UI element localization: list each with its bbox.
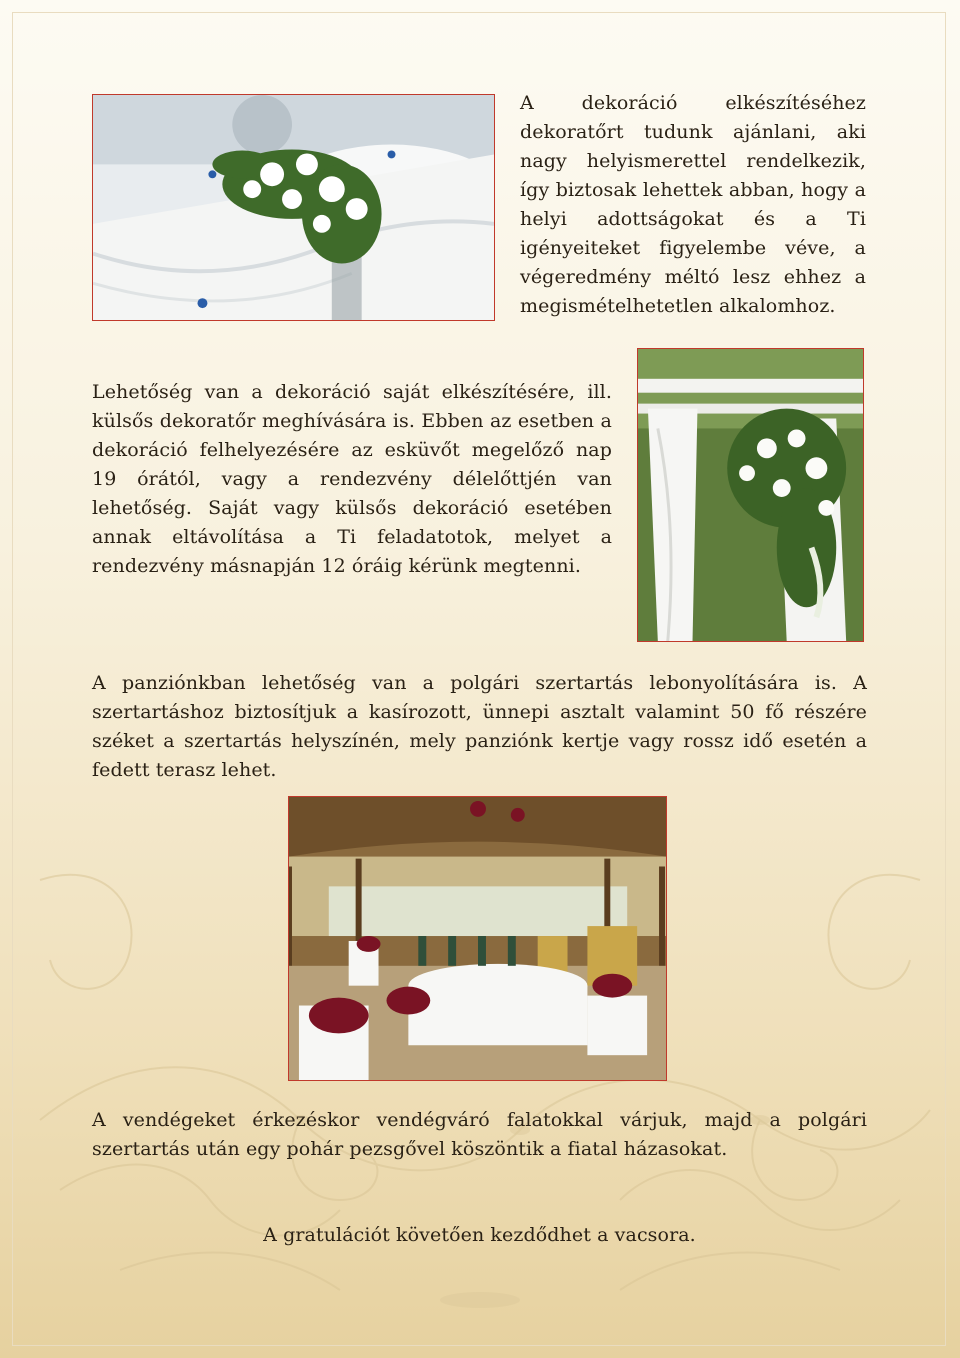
paragraph-own-decoration: Lehetőség van a dekoráció saját elkészítésére, ill. külsős dekoratőr meghívására is. Ebben az esetben a dekoráció felhelyezésére az esküvőt megelőző nap 19 órától, vagy a rendezvény délelőttjén van lehetőség. Saját vagy külsős dekoráció esetében annak eltávolítása a Ti feladatotok, melyet a rendezvény másnapján 12 óráig kérünk megtenni. (92, 381, 612, 577)
garden-arbor-photo (637, 348, 864, 642)
paragraph-welcome: A vendégeket érkezéskor vendégváró falatokkal várjuk, majd a polgári szertartás után egy pohár pezsgővel köszöntik a fiatal házasokat. (92, 1109, 867, 1160)
ceremony-terrace-photo (288, 796, 667, 1081)
paragraph-ceremony: A panziónkban lehetőség van a polgári szertartás lebonyolítására is. A szertartáshoz biztosítjuk a kasírozott, ünnepi asztalt valamint 50 fő részére széket a szertartás helyszínén, mely panziónk kertje vagy rossz idő esetén a fedett terasz lehet. (92, 672, 867, 781)
paragraph-decorator: A dekoráció elkészítéséhez dekoratőrt tudunk ajánlani, aki nagy helyismerettel rendelkezik, így biztosak lehettek abban, hogy a helyi adottságokat és a Ti igényeiteket figyelembe véve, a végeredmény méltó lesz ehhez a megismételhetetlen alkalomhoz. (520, 92, 866, 317)
table-flowers-photo (92, 94, 495, 321)
paragraph-dinner: A gratulációt követően kezdődhet a vacsora. (263, 1224, 696, 1246)
